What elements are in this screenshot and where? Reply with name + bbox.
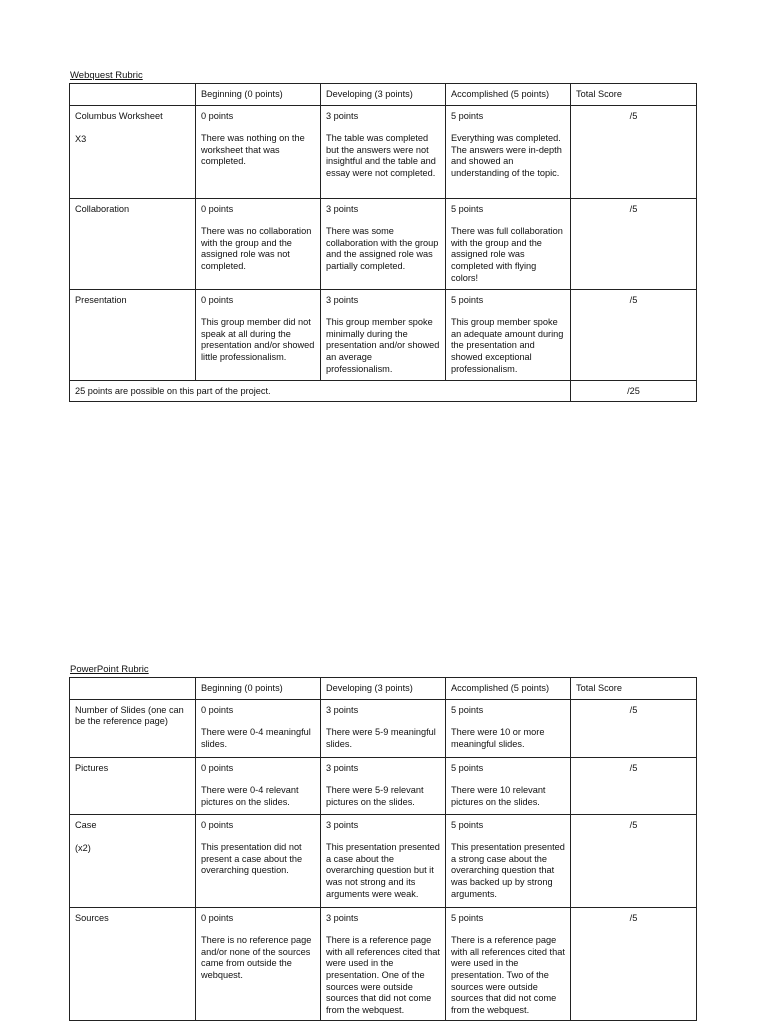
table-row <box>70 699 697 757</box>
points-label: 0 points <box>201 912 234 923</box>
table-row <box>70 105 697 198</box>
beginning-cell <box>196 105 321 198</box>
criterion-cell <box>70 289 196 380</box>
score-cell: /5 <box>571 699 697 757</box>
description: There was nothing on the worksheet that was completed. <box>201 133 305 167</box>
powerpoint-rubric-table <box>69 677 697 1021</box>
score-cell: /5 <box>571 289 697 380</box>
points-label: 3 points <box>326 110 359 121</box>
description: This group member spoke an adequate amount during the presentation and showed exceptional professionalism. <box>451 317 564 374</box>
criterion-multiplier: X3 <box>75 134 87 145</box>
beginning-cell <box>196 907 321 1021</box>
criterion-label: Columbus Worksheet <box>75 110 163 121</box>
points-label: 5 points <box>451 294 484 305</box>
score-cell: /5 <box>571 907 697 1021</box>
header-total-score: Total Score <box>571 84 697 106</box>
points-label: 3 points <box>326 912 359 923</box>
header-accomplished: Accomplished (5 points) <box>446 84 571 106</box>
accomplished-cell <box>446 105 571 198</box>
score-cell: /5 <box>571 105 697 198</box>
points-label: 0 points <box>201 704 234 715</box>
beginning-cell <box>196 289 321 380</box>
webquest-rubric-title: Webquest Rubric <box>70 70 143 81</box>
header-beginning: Beginning (0 points) <box>196 84 321 106</box>
header-beginning: Beginning (0 points) <box>196 678 321 700</box>
criterion-label: Collaboration <box>75 203 130 214</box>
description: There were 0-4 relevant pictures on the slides. <box>201 785 299 807</box>
points-label: 3 points <box>326 819 359 830</box>
table-row <box>70 198 697 289</box>
criterion-label: Case <box>75 819 97 830</box>
developing-cell <box>321 757 446 814</box>
description: There were 5-9 relevant pictures on the slides. <box>326 785 424 807</box>
beginning-cell <box>196 198 321 289</box>
beginning-cell <box>196 757 321 814</box>
description: There is no reference page and/or none of the sources came from outside the webquest. <box>201 935 312 980</box>
points-label: 5 points <box>451 762 484 773</box>
points-label: 3 points <box>326 294 359 305</box>
accomplished-cell <box>446 289 571 380</box>
criterion-cell <box>70 907 196 1021</box>
description: There were 0-4 meaningful slides. <box>201 727 311 749</box>
header-total-score: Total Score <box>571 678 697 700</box>
points-label: 0 points <box>201 762 234 773</box>
criterion-label: Presentation <box>75 294 127 305</box>
developing-cell <box>321 699 446 757</box>
description: There were 10 or more meaningful slides. <box>451 727 545 749</box>
developing-cell <box>321 289 446 380</box>
developing-cell <box>321 907 446 1021</box>
criterion-label: Pictures <box>75 762 109 773</box>
score-cell: /5 <box>571 814 697 907</box>
description: There were 5-9 meaningful slides. <box>326 727 436 749</box>
beginning-cell <box>196 814 321 907</box>
criterion-cell <box>70 814 196 907</box>
table-footer-row <box>70 380 697 402</box>
points-label: 5 points <box>451 704 484 715</box>
points-label: 5 points <box>451 912 484 923</box>
description: There was no collaboration with the group and the assigned role was not completed. <box>201 226 312 271</box>
score-cell: /5 <box>571 757 697 814</box>
footer-total-score: /25 <box>571 380 697 402</box>
description: This group member did not speak at all during the presentation and/or showed little professionalism. <box>201 317 315 362</box>
accomplished-cell <box>446 907 571 1021</box>
points-label: 5 points <box>451 203 484 214</box>
criterion-cell <box>70 757 196 814</box>
accomplished-cell <box>446 814 571 907</box>
description: The table was completed but the answers were not insightful and the table and essay were not completed. <box>326 133 436 178</box>
developing-cell <box>321 198 446 289</box>
table-row <box>70 907 697 1021</box>
description: This group member spoke minimally during the presentation and/or showed an average professionalism. <box>326 317 440 374</box>
points-label: 5 points <box>451 110 484 121</box>
description: There was some collaboration with the group and the assigned role was partially completed. <box>326 226 439 271</box>
points-label: 0 points <box>201 294 234 305</box>
criterion-cell <box>70 699 196 757</box>
points-label: 3 points <box>326 203 359 214</box>
table-header-row <box>70 678 697 700</box>
score-cell: /5 <box>571 198 697 289</box>
description: This presentation did not present a case about the overarching question. <box>201 842 303 876</box>
points-label: 5 points <box>451 819 484 830</box>
description: There was full collaboration with the group and the assigned role was completed with flying colors! <box>451 226 563 283</box>
developing-cell <box>321 105 446 198</box>
developing-cell <box>321 814 446 907</box>
description: This presentation presented a strong case about the overarching question that was backed up by strong arguments. <box>451 842 565 899</box>
table-row <box>70 814 697 907</box>
criterion-label: Number of Slides (one can be the reference page) <box>75 704 184 727</box>
header-accomplished: Accomplished (5 points) <box>446 678 571 700</box>
points-label: 3 points <box>326 704 359 715</box>
accomplished-cell <box>446 198 571 289</box>
description: There is a reference page with all references cited that were used in the presentation. Two of the sources were outside sources that did not come from the webquest. <box>451 935 565 1015</box>
header-developing: Developing (3 points) <box>321 678 446 700</box>
footer-note: 25 points are possible on this part of the project. <box>70 380 571 402</box>
points-label: 0 points <box>201 819 234 830</box>
accomplished-cell <box>446 699 571 757</box>
header-developing: Developing (3 points) <box>321 84 446 106</box>
table-row <box>70 289 697 380</box>
webquest-rubric-table <box>69 83 697 402</box>
criterion-multiplier: (x2) <box>75 843 91 854</box>
description: This presentation presented a case about the overarching question but it was not strong and its arguments were weak. <box>326 842 440 899</box>
criterion-label: Sources <box>75 912 109 923</box>
points-label: 3 points <box>326 762 359 773</box>
powerpoint-rubric-title: PowerPoint Rubric <box>70 664 149 675</box>
points-label: 0 points <box>201 110 234 121</box>
beginning-cell <box>196 699 321 757</box>
description: There is a reference page with all references cited that were used in the presentation. One of the sources were outside sources that did not come from the webquest. <box>326 935 440 1015</box>
criterion-cell <box>70 198 196 289</box>
table-row <box>70 757 697 814</box>
header-criterion <box>70 678 196 700</box>
description: Everything was completed. The answers were in-depth and showed an understanding of the topic. <box>451 133 562 178</box>
points-label: 0 points <box>201 203 234 214</box>
accomplished-cell <box>446 757 571 814</box>
table-header-row <box>70 84 697 106</box>
criterion-cell <box>70 105 196 198</box>
header-criterion <box>70 84 196 106</box>
description: There were 10 relevant pictures on the slides. <box>451 785 546 807</box>
